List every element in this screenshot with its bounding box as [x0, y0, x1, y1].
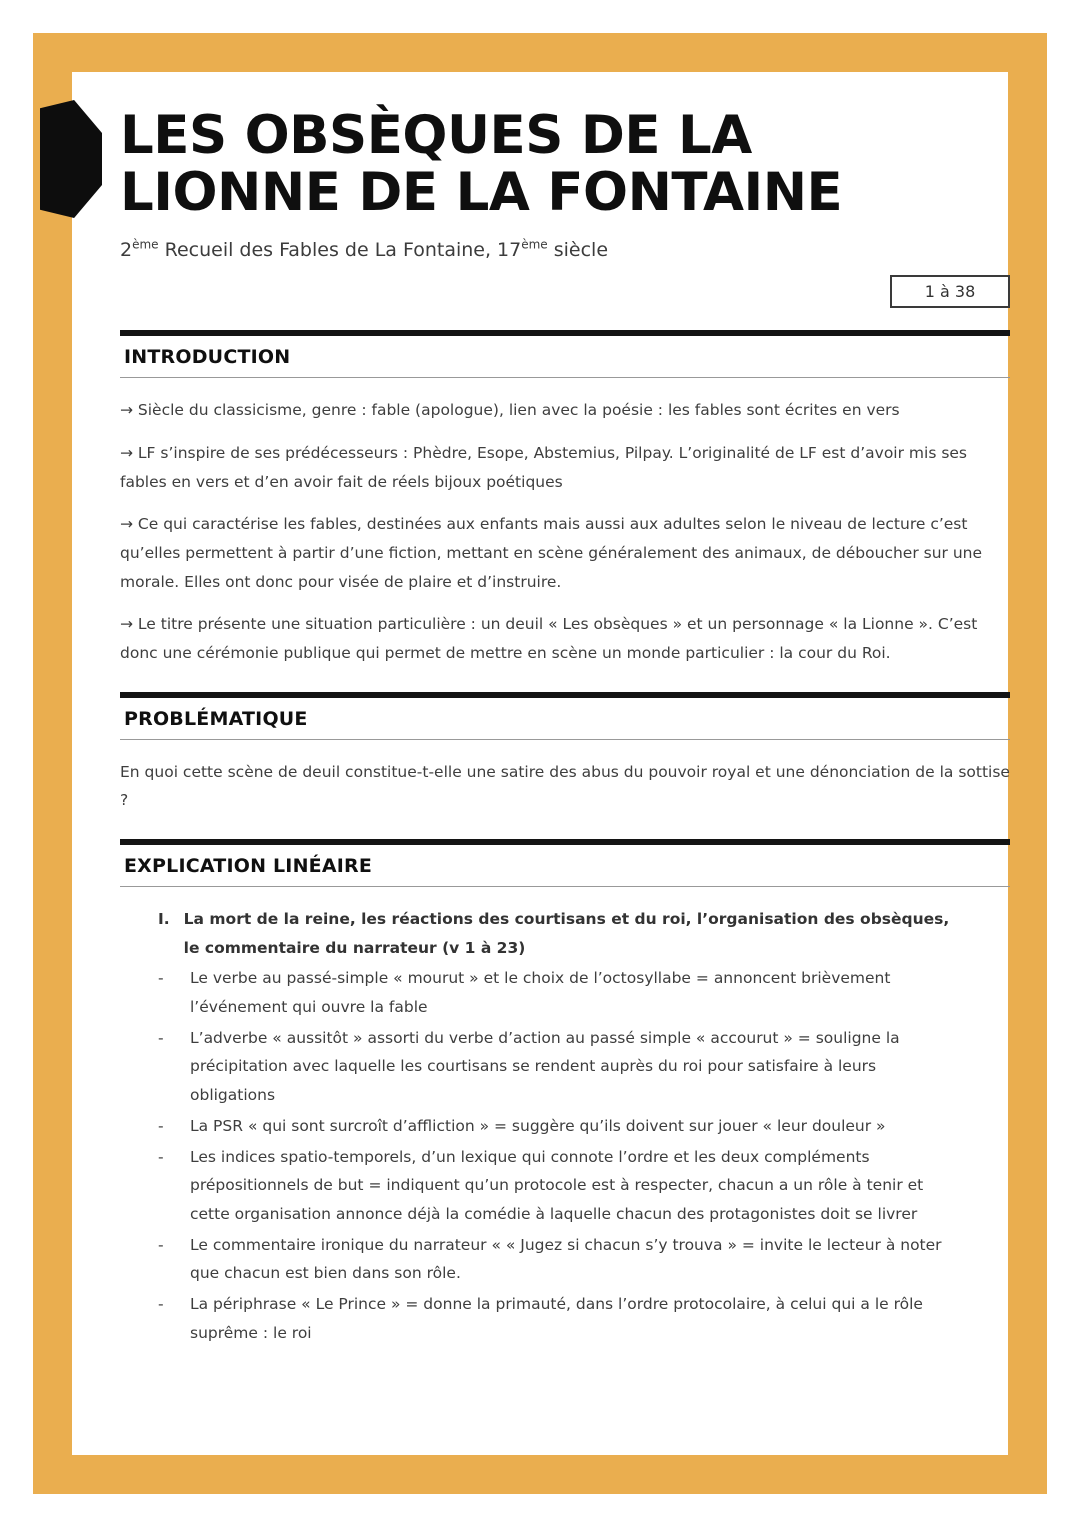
- section-divider-bar: [120, 330, 1010, 336]
- section-heading-explication: EXPLICATION LINÉAIRE: [124, 855, 373, 878]
- bullet-item: [120, 1231, 950, 1288]
- section-heading-problematique: PROBLÉMATIQUE: [124, 707, 308, 730]
- section-introduction: [120, 330, 1010, 667]
- subtitle-superscript: ème: [132, 238, 159, 253]
- bullet-marker: -: [158, 1235, 164, 1254]
- bullet-item: [120, 1024, 950, 1110]
- section-problematique: [120, 692, 1010, 815]
- bullet-text: La PSR « qui sont surcroît d’affliction » = suggère qu’ils doivent sur jouer « leur douleur »: [190, 1116, 886, 1135]
- intro-paragraph: → Ce qui caractérise les fables, destinées aux enfants mais aussi aux adultes selon le niveau de lecture c’est qu’elles permettent à partir d’une fiction, mettant en scène généralement des animaux, de déboucher sur une morale. Elles ont donc pour visée de plaire et d’instruire.: [120, 515, 983, 591]
- intro-paragraph: → Le titre présente une situation particulière : un deuil « Les obsèques » et un personnage « la Lionne ». C’est donc une cérémonie publique qui permet de mettre en scène un monde particulier : la cour du Roi.: [120, 615, 978, 663]
- bookmark-icon: [40, 100, 102, 218]
- subtitle-text: siècle: [547, 239, 609, 262]
- outline-text: La mort de la reine, les réactions des courtisans et du roi, l’organisation des obsèques, le commentaire du narrateur (v 1 à 23): [183, 910, 950, 957]
- section-rule: [120, 739, 1010, 740]
- section-divider-bar: [120, 839, 1010, 845]
- subtitle: [120, 239, 1010, 261]
- bullet-marker: -: [158, 1028, 164, 1047]
- bullet-item: [120, 1112, 950, 1141]
- bullet-marker: -: [158, 1116, 164, 1135]
- bullet-item: [120, 1290, 950, 1347]
- bullet-text: L’adverbe « aussitôt » assorti du verbe d’action au passé simple « accourut » = souligne la précipitation avec laquelle les courtisans se rendent auprès du roi pour satisfaire à leurs obligations: [190, 1028, 900, 1105]
- subtitle-superscript: ème: [521, 238, 548, 253]
- section-divider-bar: [120, 692, 1010, 698]
- section-rule: [120, 377, 1010, 378]
- section-heading-introduction: INTRODUCTION: [124, 346, 291, 369]
- bullet-marker: -: [158, 1147, 164, 1166]
- bullet-item: [120, 1143, 950, 1229]
- section-explication-lineaire: [120, 839, 1010, 1347]
- page-range-row: [120, 275, 1010, 308]
- intro-paragraph: → LF s’inspire de ses prédécesseurs : Phèdre, Esope, Abstemius, Pilpay. L’originalité de LF est d’avoir mis ses fables en vers et d’en avoir fait de réels bijoux poétiques: [120, 444, 968, 491]
- page-content: [120, 105, 1010, 1349]
- outline-item-1: [120, 905, 950, 962]
- page-title-line1: LES OBSÈQUES DE LA: [120, 105, 752, 166]
- bullet-marker: -: [158, 1294, 164, 1313]
- intro-paragraph: → Siècle du classicisme, genre : fable (apologue), lien avec la poésie : les fables sont écrites en vers: [120, 401, 900, 420]
- bullet-marker: -: [158, 969, 164, 988]
- bullet-item: [120, 964, 950, 1021]
- subtitle-text: 2: [120, 239, 133, 262]
- bullet-text: Les indices spatio-temporels, d’un lexique qui connote l’ordre et les deux compléments prépositionnels de but = indiquent qu’un protocole est à respecter, chacun a un rôle à tenir et cette organisation annonce déjà la comédie à laquelle chacun des protagonistes doit se livrer: [190, 1147, 924, 1223]
- section-rule: [120, 886, 1010, 887]
- bullet-text: Le verbe au passé-simple « mourut » et le choix de l’octosyllabe = annoncent brièvement l’événement qui ouvre la fable: [190, 969, 891, 1017]
- bullet-text: Le commentaire ironique du narrateur « « Jugez si chacun s’y trouva » = invite le lecteur à noter que chacun est bien dans son rôle.: [190, 1235, 942, 1283]
- outline-marker: I.: [158, 910, 170, 929]
- page-title-line2: LIONNE DE LA FONTAINE: [120, 161, 843, 223]
- page-range-badge: 1 à 38: [890, 275, 1010, 308]
- bullet-text: La périphrase « Le Prince » = donne la primauté, dans l’ordre protocolaire, à celui qui a le rôle suprême : le roi: [190, 1294, 923, 1342]
- subtitle-text: Recueil des Fables de La Fontaine, 17: [158, 239, 522, 262]
- problematique-paragraph: En quoi cette scène de deuil constitue-t-elle une satire des abus du pouvoir royal et une dénonciation de la sottise ?: [120, 762, 1010, 810]
- page-title: [120, 105, 1010, 223]
